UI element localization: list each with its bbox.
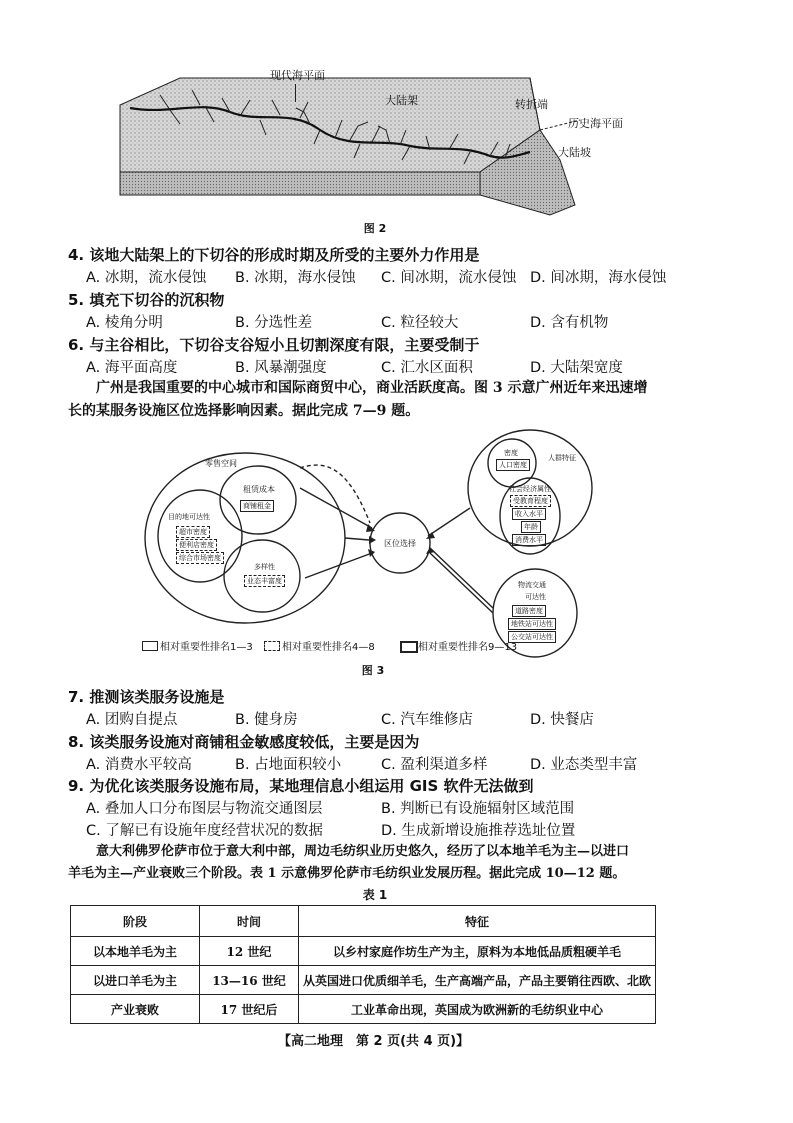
question-7-option-b[interactable]: B. 健身房 [235,712,298,728]
question-8-stem: 8. 该类服务设施对商铺租金敏感度较低，主要是因为 [68,733,420,751]
question-9-option-c[interactable]: C. 了解已有设施年度经营状况的数据 [86,823,323,839]
table-cell-time: 13—16 世纪 [200,966,299,995]
question-9-option-a[interactable]: A. 叠加人口分布图层与物流交通图层 [86,801,323,817]
label-shelf-break: 转折端 [515,98,548,111]
question-7-option-d[interactable]: D. 快餐店 [530,712,594,728]
question-8-option-d[interactable]: D. 业态类型丰富 [530,757,638,773]
table-row [71,966,656,995]
label-historic-sea-level: 历史海平面 [568,117,623,130]
table-row [71,995,656,1024]
fig3-socioeconomic: 社会经济属性 [509,485,551,493]
table-cell-time: 17 世纪后 [200,995,299,1024]
legend-label-2: 相对重要性排名4—8 [282,642,375,653]
passage-2-line-2: 羊毛为主—产业衰败三个阶段。表 1 示意佛罗伦萨市毛纺织业发展历程。据此完成 10—12 题。 [68,866,626,881]
fig3-consumption: 消费水平 [512,534,546,546]
fig3-retail-space: 零售空间 [205,459,237,468]
fig3-population-density: 人口密度 [496,459,530,471]
question-9-stem: 9. 为优化该类服务设施布局，某地理信息小组运用 GIS 软件无法做到 [68,777,534,795]
fig3-metro-access: 地铁站可达性 [508,618,556,630]
legend-swatch-dashed [264,641,280,651]
fig3-diverse-retail: 业态丰富度 [244,575,285,587]
question-7-option-a[interactable]: A. 团购自提点 [86,712,178,728]
question-5-option-c[interactable]: C. 粒径较大 [381,315,459,331]
table-cell-features: 工业革命出现，英国成为欧洲新的毛纺织业中心 [299,995,656,1024]
question-5-option-d[interactable]: D. 含有机物 [530,315,609,331]
table-header-stage: 阶段 [71,906,200,937]
label-continental-slope: 大陆坡 [558,146,591,159]
legend-swatch-solid [142,641,158,651]
question-6-option-a[interactable]: A. 海平面高度 [86,360,178,376]
fig3-income: 收入水平 [512,508,546,520]
table-1-caption: 表 1 [362,888,388,902]
question-4-option-c[interactable]: C. 间冰期，流水侵蚀 [381,270,517,286]
label-modern-sea-level: 现代海平面 [270,69,325,82]
question-6-stem: 6. 与主谷相比，下切谷支谷短小且切割深度有限，主要受制于 [68,336,480,354]
continental-shelf-diagram [110,60,670,220]
fig3-rent-cost: 租赁成本 [243,485,275,494]
fig3-diversity: 多样性 [254,563,275,571]
fig3-shop-rent: 商铺租金 [240,500,274,512]
question-5-stem: 5. 填充下切谷的沉积物 [68,291,225,309]
fig3-center: 区位选择 [384,539,416,548]
passage-1-line-1: 广州是我国重要的中心城市和国际商贸中心，商业活跃度高。图 3 示意广州近年来迅速增 [96,380,648,396]
passage-1-line-2: 长的某服务设施区位选择影响因素。据此完成 7—9 题。 [68,403,420,419]
legend-label-3: 相对重要性排名9—13 [418,642,518,653]
question-4-option-d[interactable]: D. 间冰期，海水侵蚀 [530,270,667,286]
legend-swatch-double [400,641,418,653]
question-8-option-a[interactable]: A. 消费水平较高 [86,757,192,773]
table-cell-features: 从英国进口优质细羊毛，生产高端产品，产品主要销往西欧、北欧 [299,966,656,995]
question-6-option-d[interactable]: D. 大陆架宽度 [530,360,623,376]
fig3-road-density: 道路密度 [512,605,546,617]
fig3-supermarket-density: 超市密度 [176,526,210,538]
legend-label-1: 相对重要性排名1—3 [160,642,253,653]
question-4-option-a[interactable]: A. 冰期，流水侵蚀 [86,270,207,286]
question-8-option-b[interactable]: B. 占地面积较小 [235,757,342,773]
table-1 [70,905,656,1024]
table-cell-time: 12 世纪 [200,937,299,966]
fig3-accessibility: 可达性 [525,593,546,601]
label-continental-shelf: 大陆架 [385,94,418,107]
question-5-option-a[interactable]: A. 棱角分明 [86,315,163,331]
table-header-time: 时间 [200,906,299,937]
fig3-education: 受教育程度 [510,495,551,507]
fig3-population-traits: 人群特征 [548,454,576,462]
fig3-mall-density: 综合市场密度 [176,552,224,564]
table-header-row [71,906,656,937]
fig3-age: 年龄 [521,521,541,533]
figure-3-caption: 图 3 [361,664,385,677]
fig3-logistics: 物流交通 [518,581,546,589]
figure-3-legend [142,638,642,654]
fig3-destination-access: 目的地可达性 [168,513,210,521]
fig3-convenience-density: 便利店密度 [176,539,217,551]
page-footer: 【高二地理 第 2 页(共 4 页)】 [278,1034,470,1049]
fig3-density: 密度 [504,449,518,457]
question-8-option-c[interactable]: C. 盈利渠道多样 [381,757,488,773]
question-5-option-b[interactable]: B. 分选性差 [235,315,313,331]
figure-3 [140,428,640,668]
table-cell-stage: 产业衰败 [71,995,200,1024]
question-7-option-c[interactable]: C. 汽车维修店 [381,712,473,728]
question-9-option-b[interactable]: B. 判断已有设施辐射区域范围 [381,801,575,817]
question-6-option-c[interactable]: C. 汇水区面积 [381,360,473,376]
table-cell-stage: 以进口羊毛为主 [71,966,200,995]
passage-2-line-1: 意大利佛罗伦萨市位于意大利中部，周边毛纺织业历史悠久，经历了以本地羊毛为主—以进口 [96,844,630,859]
figure-2 [110,60,670,220]
table-row [71,937,656,966]
fig3-bus-access: 公交站可达性 [508,631,556,643]
question-6-option-b[interactable]: B. 风暴潮强度 [235,360,327,376]
leader-line [295,84,296,102]
table-cell-stage: 以本地羊毛为主 [71,937,200,966]
question-7-stem: 7. 推测该类服务设施是 [68,688,225,706]
table-cell-features: 以乡村家庭作坊生产为主，原料为本地低品质粗硬羊毛 [299,937,656,966]
question-4-option-b[interactable]: B. 冰期，海水侵蚀 [235,270,356,286]
question-4-stem: 4. 该地大陆架上的下切谷的形成时期及所受的主要外力作用是 [68,246,480,264]
figure-2-caption: 图 2 [363,222,387,235]
table-header-features: 特征 [299,906,656,937]
question-9-option-d[interactable]: D. 生成新增设施推荐选址位置 [381,823,576,839]
